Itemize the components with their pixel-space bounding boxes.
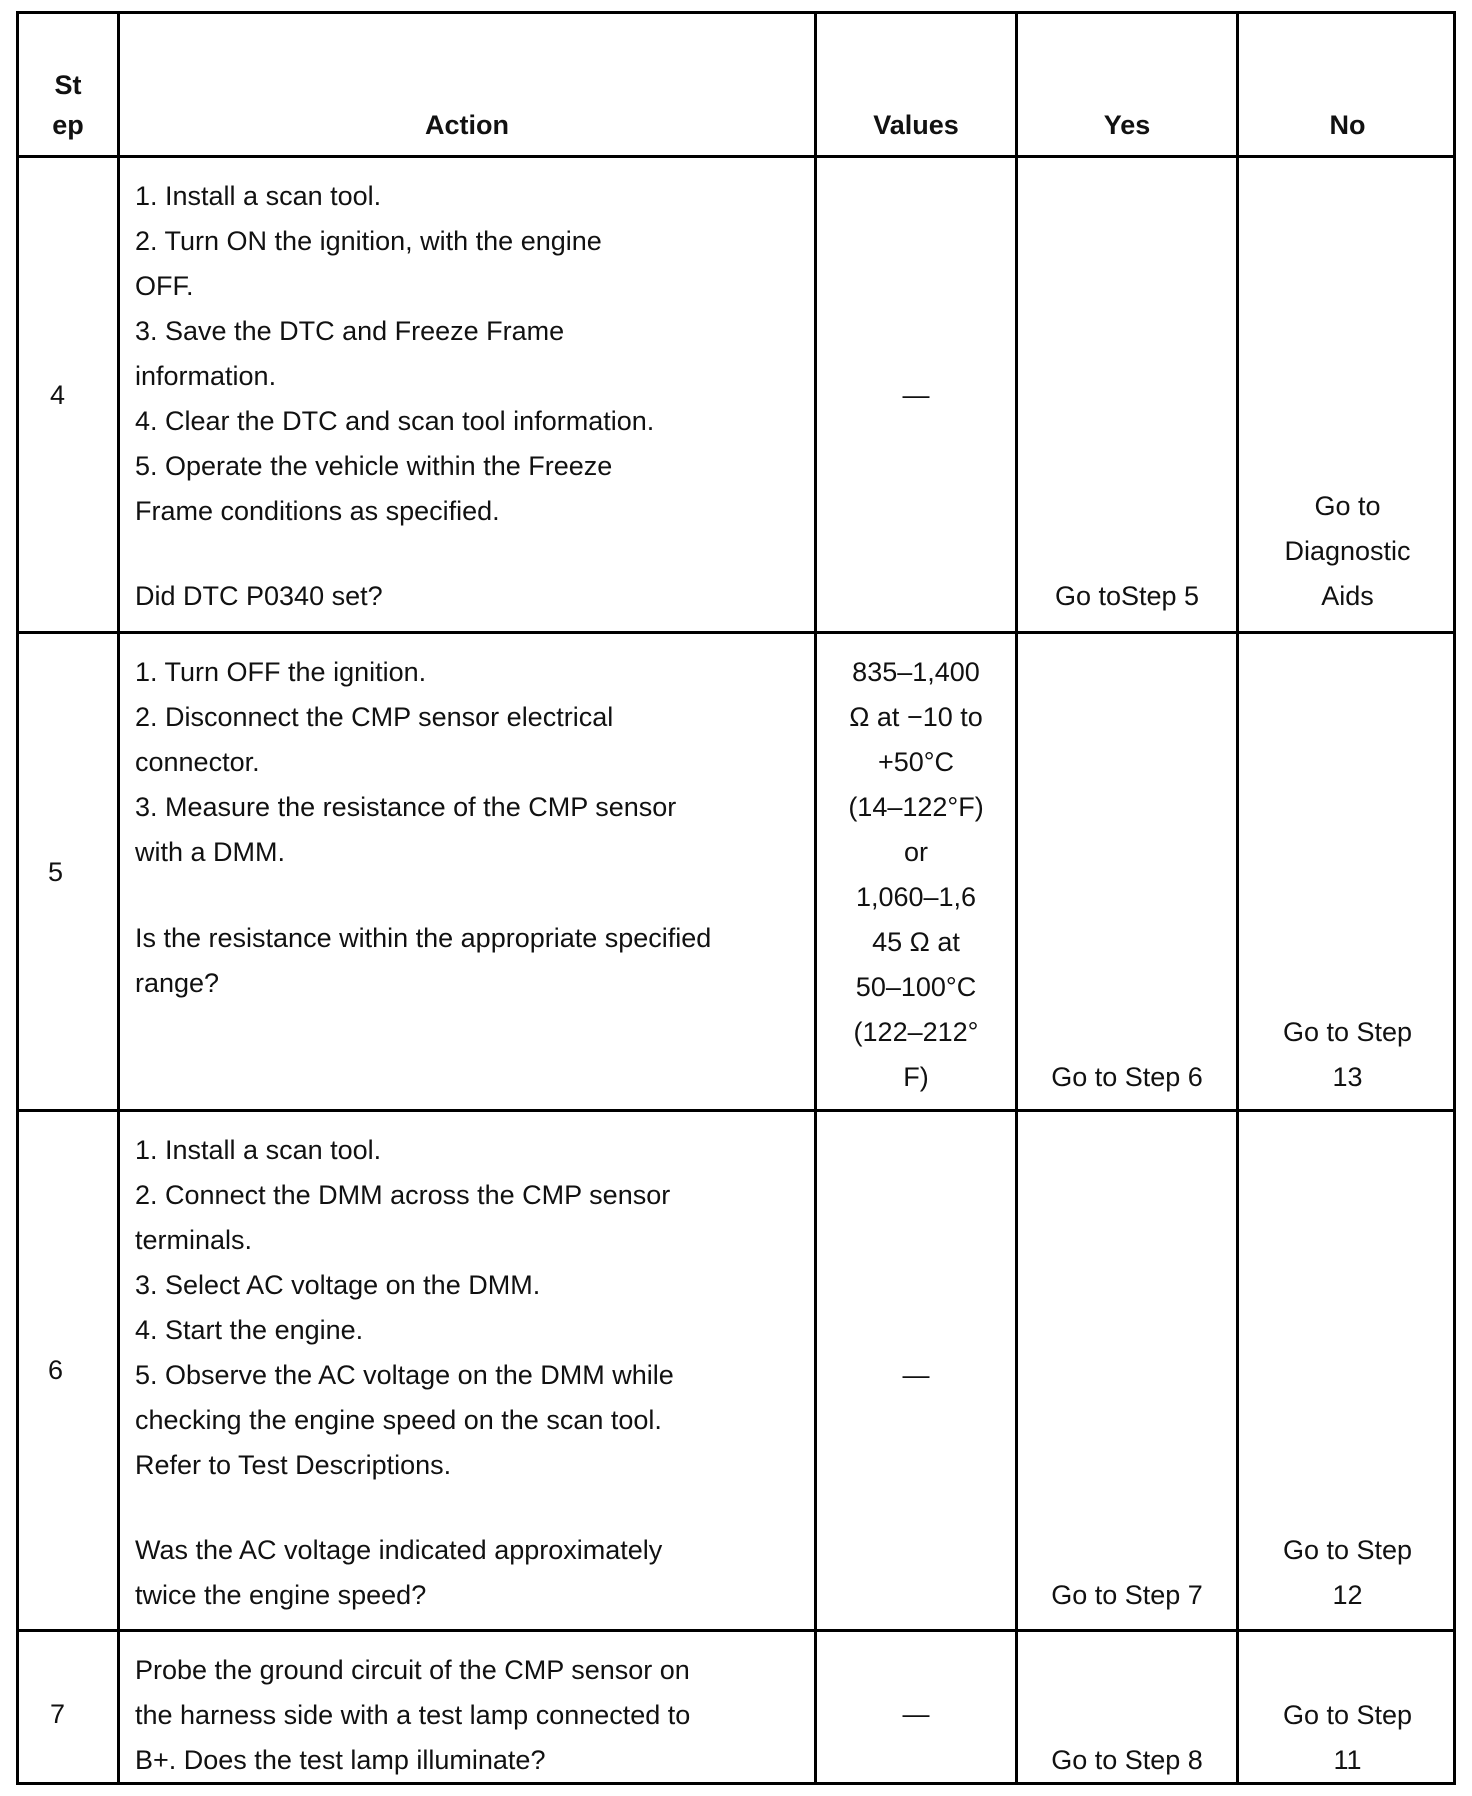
action-line: 1. Install a scan tool. [135,181,382,211]
step-number: 6 [48,1355,64,1385]
yes-cell: Go to Step 6 [1051,1062,1203,1092]
values-line: +50°C [877,747,955,777]
action-line: 3. Measure the resistance of the CMP sensor [135,792,677,822]
action-line: 1. Turn OFF the ignition. [135,657,427,687]
values-cell: — [902,1360,930,1390]
no-cell-line: Go to Step [1282,1700,1413,1730]
values-cell: — [902,380,930,410]
no-cell-line: 12 [1332,1580,1363,1610]
step-number: 5 [48,857,64,887]
no-cell-line: 11 [1333,1745,1362,1775]
values-line: 835–1,400 [852,657,980,687]
values-line: (14–122°F) [848,792,984,822]
values-line: F) [903,1062,929,1092]
action-line: Probe the ground circuit of the CMP sensor on [135,1655,690,1685]
header-no: No [1329,110,1366,140]
action-line: connector. [135,747,260,777]
action-question: range? [135,968,220,998]
row-divider [16,631,1456,634]
action-line: 5. Operate the vehicle within the Freeze [135,451,613,481]
values-line: (122–212° [853,1017,979,1047]
header-step-line1: St [54,70,82,100]
step-number: 4 [50,380,66,410]
action-line: terminals. [135,1225,253,1255]
action-line: Refer to Test Descriptions. [135,1450,452,1480]
no-cell-line: Go to Step [1282,1535,1413,1565]
row-divider [16,155,1456,158]
row-divider [16,1109,1456,1112]
action-line: Frame conditions as specified. [135,496,500,526]
action-question: Did DTC P0340 set? [135,581,383,611]
action-line: 3. Save the DTC and Freeze Frame [135,316,565,346]
action-line: information. [135,361,277,391]
values-line: Ω at −10 to [849,702,983,732]
action-line: the harness side with a test lamp connected to [135,1700,691,1730]
yes-cell: Go to Step 7 [1051,1580,1203,1610]
column-divider [117,11,120,1785]
step-number: 7 [50,1699,66,1729]
action-line: with a DMM. [135,837,286,867]
action-line: 3. Select AC voltage on the DMM. [135,1270,541,1300]
action-line: checking the engine speed on the scan tool. [135,1405,662,1435]
table-border [16,11,1456,1785]
header-step-line2: ep [52,110,84,140]
no-cell-line: Diagnostic [1284,536,1411,566]
action-line: 2. Turn ON the ignition, with the engine [135,226,602,256]
action-line: B+. Does the test lamp illuminate? [135,1745,546,1775]
action-question: Was the AC voltage indicated approximately [135,1535,663,1565]
no-cell-line: Go to [1314,491,1381,521]
no-cell-line: Go to Step [1282,1017,1413,1047]
action-question: twice the engine speed? [135,1580,427,1610]
action-line: 4. Clear the DTC and scan tool information. [135,406,655,436]
action-question: Is the resistance within the appropriate specified [135,923,712,953]
values-line: 45 Ω at [872,927,960,957]
values-line: 1,060–1,6 [855,882,977,912]
header-yes: Yes [1103,110,1151,140]
row-divider [16,1629,1456,1632]
values-line: 50–100°C [855,972,977,1002]
header-action: Action [425,110,509,140]
action-line: 5. Observe the AC voltage on the DMM while [135,1360,674,1390]
values-line: or [903,837,928,867]
action-line: 4. Start the engine. [135,1315,364,1345]
column-divider [1015,11,1018,1785]
action-line: 2. Disconnect the CMP sensor electrical [135,702,614,732]
values-cell: — [902,1699,930,1729]
action-line: 2. Connect the DMM across the CMP sensor [135,1180,671,1210]
header-values: Values [873,110,959,140]
yes-cell: Go toStep 5 [1054,581,1200,611]
column-divider [1236,11,1239,1785]
no-cell-line: 13 [1332,1062,1363,1092]
yes-cell: Go to Step 8 [1051,1745,1203,1775]
no-cell-line: Aids [1321,581,1374,611]
action-line: 1. Install a scan tool. [135,1135,382,1165]
action-line: OFF. [135,271,194,301]
